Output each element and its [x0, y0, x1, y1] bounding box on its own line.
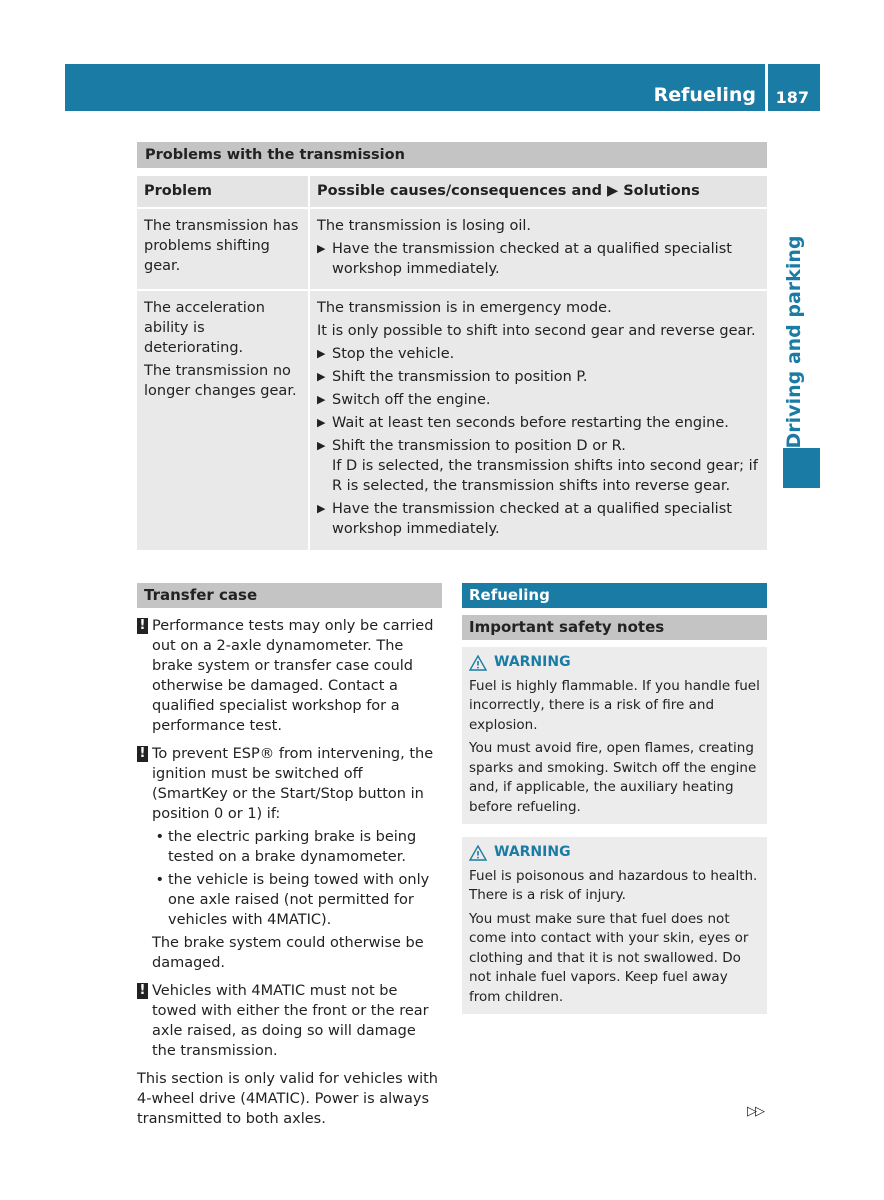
arrow-right-icon: ▶	[317, 242, 326, 255]
exclamation-icon: !	[137, 746, 148, 762]
notice-text: Performance tests may only be carried out on a 2-axle dynamometer. The brake system or transfer case could otherwise be damaged. Contact a qualified specialist workshop for a performance test.	[152, 618, 434, 734]
arrow-right-icon: ▶	[317, 370, 326, 383]
warning-text: Fuel is poisonous and hazardous to health. There is a risk of injury.	[469, 867, 758, 903]
exclamation-icon: !	[137, 618, 148, 634]
problem-cell	[137, 291, 310, 550]
notice-text: Vehicles with 4MATIC must not be towed with either the front or the rear axle raised, as doing so will damage the transmission.	[152, 983, 429, 1059]
notice-text: The brake system could otherwise be damaged.	[152, 935, 424, 971]
exclamation-icon: !	[137, 983, 148, 999]
notice-block	[137, 981, 442, 1061]
problem-cell	[137, 209, 310, 289]
warning-label: WARNING	[494, 654, 571, 670]
arrow-right-icon: ▶	[317, 416, 326, 429]
refueling-section	[462, 583, 767, 1014]
body-text: This section is only valid for vehicles with 4-wheel drive (4MATIC). Power is always transmitted to both axles.	[137, 1071, 438, 1127]
subsection-heading: Important safety notes	[462, 615, 767, 640]
section-heading: Transfer case	[137, 583, 442, 608]
table-row	[137, 289, 767, 550]
header-title: Refueling	[653, 84, 756, 106]
transfer-case-section	[137, 583, 442, 1129]
arrow-right-icon: ▶	[317, 502, 326, 515]
notice-block	[137, 744, 442, 973]
side-tab-label: Driving and parking	[783, 235, 805, 449]
warning-triangle-icon	[469, 655, 487, 671]
causes-cell	[310, 209, 767, 289]
problem-text: The transmission no longer changes gear.	[144, 363, 297, 399]
action-item: ▶ Have the transmission checked at a qualified specialist workshop immediately.	[317, 241, 732, 277]
section-heading: Refueling	[462, 583, 767, 608]
warning-label: WARNING	[494, 844, 571, 860]
action-item: ▶ Wait at least ten seconds before restarting the engine.	[317, 415, 729, 431]
arrow-right-icon: ▶	[317, 393, 326, 406]
page-header	[65, 64, 820, 111]
list-item: • the vehicle is being towed with only one axle raised (not permitted for vehicles with 4MATIC).	[152, 870, 442, 930]
arrow-right-icon: ▶	[317, 347, 326, 360]
action-item: ▶ Have the transmission checked at a qualified specialist workshop immediately.	[317, 501, 732, 537]
continue-arrows-icon: ▷▷	[747, 1104, 763, 1119]
table-header-row	[137, 176, 767, 207]
column-header-problem: Problem	[137, 176, 310, 207]
cause-text: It is only possible to shift into second gear and reverse gear.	[317, 323, 756, 339]
action-item: ▶ Stop the vehicle.	[317, 346, 455, 362]
bullet-icon: •	[155, 829, 164, 845]
transmission-table-title: Problems with the transmission	[137, 142, 767, 168]
side-tab-marker	[783, 448, 820, 488]
warning-text: Fuel is highly flammable. If you handle fuel incorrectly, there is a risk of fire and explosion.	[469, 677, 760, 733]
list-item: • the electric parking brake is being tested on a brake dynamometer.	[152, 827, 442, 867]
bullet-icon: •	[155, 872, 164, 888]
notice-block	[137, 616, 442, 736]
transmission-table	[137, 176, 767, 550]
action-item: ▶ Shift the transmission to position P.	[317, 369, 588, 385]
warning-box	[462, 837, 767, 1014]
notice-text: To prevent ESP® from intervening, the ignition must be switched off (SmartKey or the Start/Stop button in position 0 or 1) if:	[152, 746, 434, 822]
header-divider	[765, 64, 768, 111]
page-number: 187	[775, 88, 809, 107]
warning-triangle-icon	[469, 845, 487, 861]
column-header-causes: Possible causes/consequences and ▶ Solutions	[317, 183, 700, 199]
problem-text: The acceleration ability is deteriorating.	[144, 300, 265, 356]
problem-text: The transmission has problems shifting gear.	[144, 218, 299, 274]
action-text: Shift the transmission to position D or R.	[332, 438, 626, 454]
action-note: If D is selected, the transmission shifts into second gear; if R is selected, the transmission shifts into reverse gear.	[332, 458, 758, 494]
action-item: ▶ Switch off the engine.	[317, 392, 491, 408]
warning-box	[462, 647, 767, 824]
cause-text: The transmission is losing oil.	[317, 218, 532, 234]
arrow-right-icon: ▶	[317, 439, 326, 452]
cause-text: The transmission is in emergency mode.	[317, 300, 612, 316]
table-row	[137, 207, 767, 289]
warning-text: You must avoid fire, open flames, creating sparks and smoking. Switch off the engine and, if applicable, the auxiliary heating before refueling.	[469, 740, 757, 815]
action-item	[317, 436, 761, 496]
causes-cell	[310, 291, 767, 550]
warning-text: You must make sure that fuel does not come into contact with your skin, eyes or clothing and that it is not swallowed. Do not inhale fuel vapors. Keep fuel away from children.	[469, 910, 749, 1005]
